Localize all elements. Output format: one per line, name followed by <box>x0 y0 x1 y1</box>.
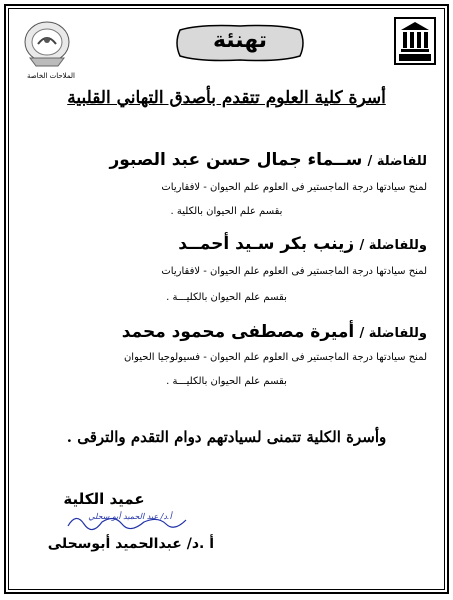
recipient-3-title: وللفاضلة / <box>359 326 427 341</box>
recipient-3-desc-line1: لمنح سيادتها درجة الماجستير فى العلوم علم الحيوان - فسيولوجيا الحيوان <box>123 352 427 363</box>
recipient-1-title: للفاضلة / <box>367 154 427 169</box>
recipient-3-line <box>26 322 427 342</box>
recipient-1-line <box>26 150 427 170</box>
college-emblem-icon <box>18 16 76 76</box>
recipient-1-desc-line2: بقسم علم الحيوان بالكلية . <box>170 206 283 217</box>
dean-title: عميد الكلية <box>63 490 145 508</box>
banner-title: تهنئة <box>212 28 268 53</box>
main-heading: أسرة كلية العلوم تتقدم بأصدق التهاني القلبية <box>67 88 386 108</box>
recipient-2-desc-line1: لمنح سيادتها درجة الماجستير فى العلوم علم الحيوان - لافقاريات <box>161 266 427 277</box>
recipient-3-desc-line2: بقسم علم الحيوان بالكليـــة . <box>166 376 287 387</box>
recipient-1-name: ســماء جمال حسن عبد الصبور <box>109 150 363 170</box>
dean-name: أ .د/ عبدالحميد أبوسحلى <box>47 536 214 552</box>
recipient-1-desc-line1: لمنح سيادتها درجة الماجستير فى العلوم علم الحيوان - لافقاريات <box>161 182 427 193</box>
signature-script: أ.د/ عبد الحميد أبو سحلي <box>88 512 172 521</box>
university-emblem-icon <box>393 16 437 66</box>
recipient-2-line <box>26 234 427 254</box>
closing-wishes: وأسرة الكلية تتمنى لسيادتهم دوام التقدم والترقى . <box>66 428 387 446</box>
recipient-2-title: وللفاضلة / <box>359 238 427 253</box>
recipient-2-name: زينب بكر سـيد أحمــد <box>178 234 355 254</box>
left-logo-caption: الملاحات الخاصة <box>26 72 75 80</box>
recipient-3-name: أميرة مصطفى محمود محمد <box>121 322 355 342</box>
recipient-2-desc-line2: بقسم علم الحيوان بالكليـــة . <box>166 292 287 303</box>
